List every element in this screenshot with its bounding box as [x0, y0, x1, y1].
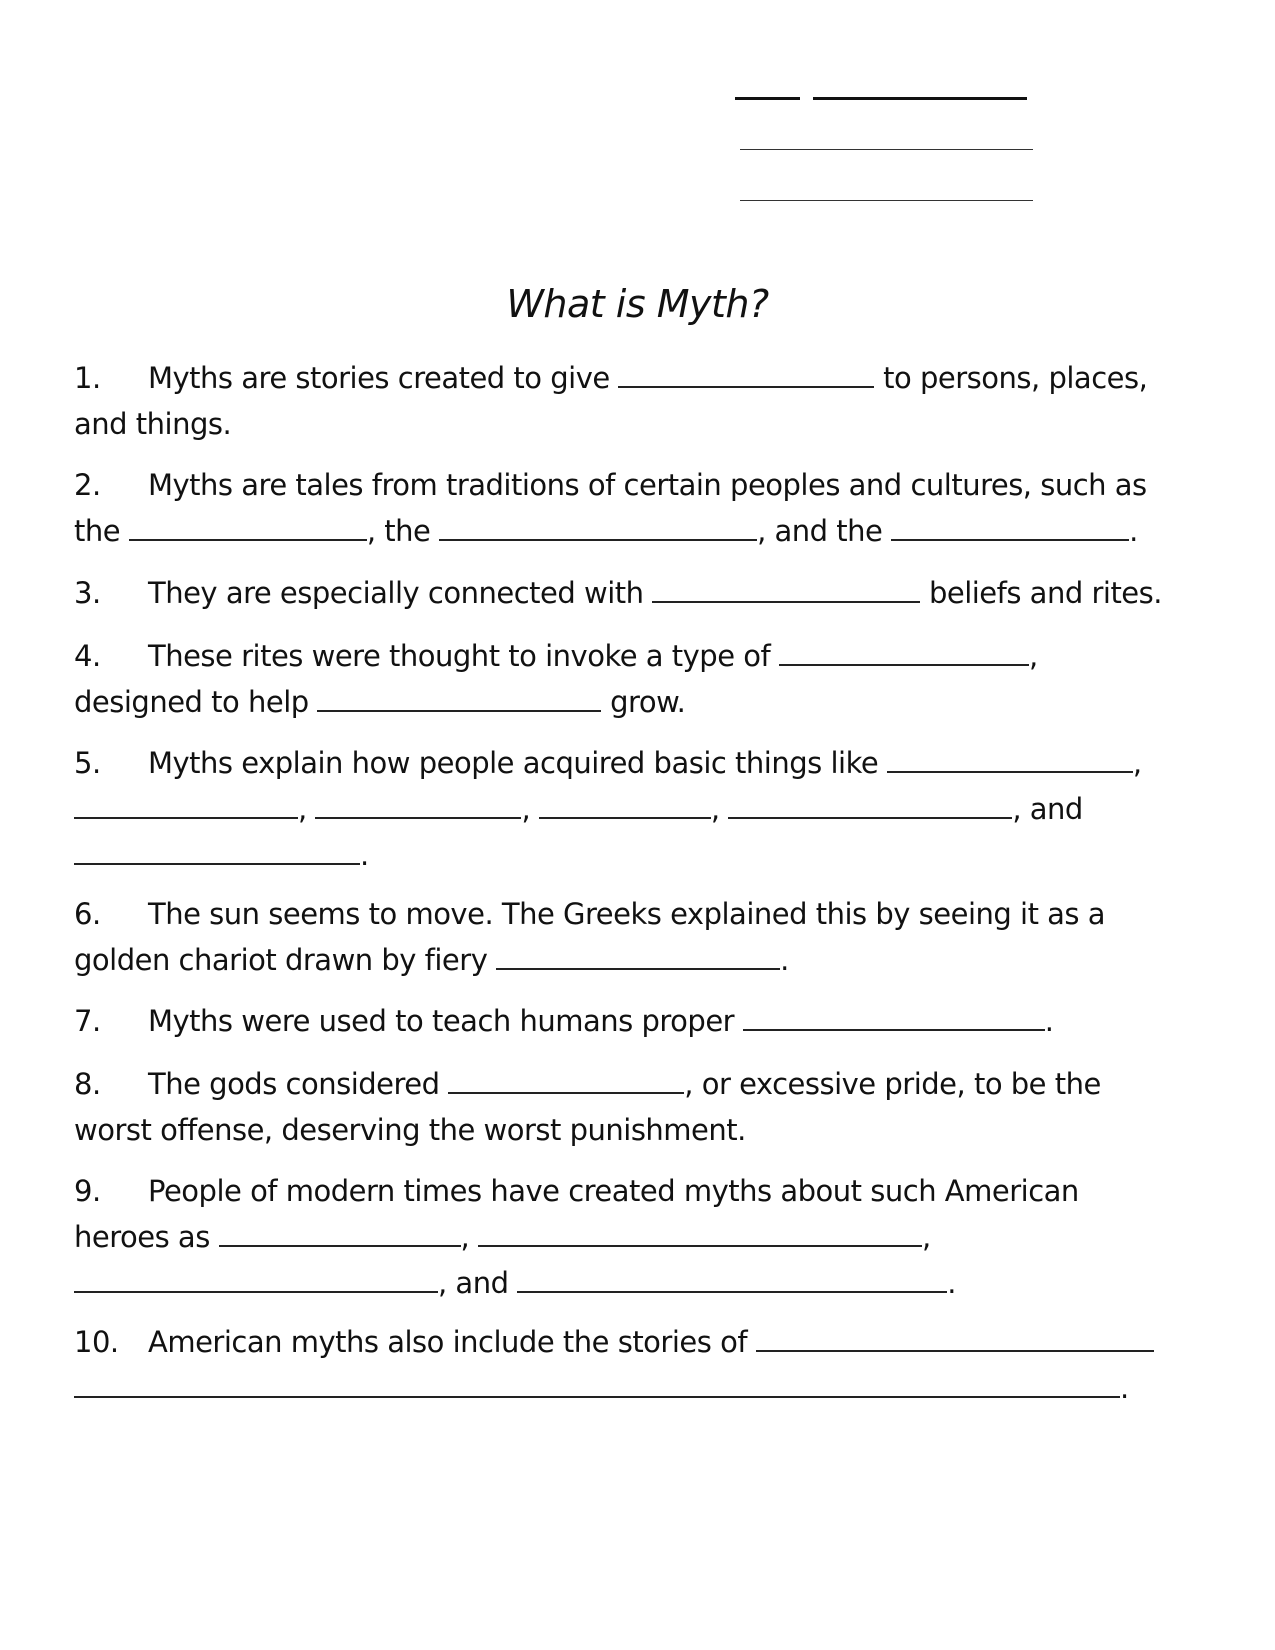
question-text: .: [1129, 514, 1138, 548]
answer-blank[interactable]: [219, 1221, 461, 1247]
question-text: , and: [1012, 792, 1083, 826]
answer-blank[interactable]: [315, 793, 521, 819]
question-8: [74, 1061, 1204, 1153]
question-text: .: [1044, 1004, 1054, 1038]
question-text: beliefs and rites.: [928, 576, 1162, 610]
question-9: [74, 1168, 1204, 1306]
question-text: .: [1120, 1371, 1129, 1405]
answer-blank[interactable]: [743, 1005, 1045, 1031]
answer-blank[interactable]: [129, 515, 367, 541]
question-text: ,: [460, 1220, 470, 1254]
question-5: [74, 740, 1204, 878]
answer-blank[interactable]: [448, 1068, 684, 1094]
question-text: ,: [710, 792, 720, 826]
answer-blank[interactable]: [74, 1372, 1120, 1398]
answer-blank[interactable]: [779, 640, 1029, 666]
question-text: .: [360, 838, 369, 872]
answer-blank[interactable]: [74, 793, 298, 819]
question-text: .: [947, 1266, 956, 1300]
answer-blank[interactable]: [317, 686, 601, 712]
question-text: ,: [521, 792, 531, 826]
question-3: [74, 570, 1204, 616]
question-text: grow.: [610, 685, 686, 719]
answer-blank[interactable]: [618, 362, 874, 388]
question-text: People of modern times have created myths about such American: [148, 1174, 1079, 1208]
question-number: 7.: [74, 1004, 101, 1038]
question-text: heroes as: [74, 1220, 210, 1254]
question-number: 1.: [74, 361, 101, 395]
question-text: the: [74, 514, 121, 548]
page-title: What is Myth?: [506, 282, 769, 326]
question-10: [74, 1319, 1204, 1411]
question-text: worst offense, deserving the worst punishment.: [74, 1113, 746, 1147]
answer-blank[interactable]: [652, 577, 920, 603]
question-text: .: [780, 943, 789, 977]
question-text: , and: [438, 1266, 509, 1300]
question-4: [74, 633, 1204, 725]
answer-blank[interactable]: [517, 1267, 947, 1293]
question-6: [74, 891, 1204, 983]
question-text: ,: [921, 1220, 931, 1254]
question-7: [74, 998, 1204, 1044]
question-text: Myths were used to teach humans proper: [148, 1004, 735, 1038]
header-blank-line[interactable]: [740, 149, 1033, 150]
question-text: The sun seems to move. The Greeks explained this by seeing it as a: [148, 897, 1106, 931]
question-text: They are especially connected with: [148, 576, 644, 610]
question-text: designed to help: [74, 685, 309, 719]
question-number: 6.: [74, 897, 101, 931]
question-text: Myths are tales from traditions of certain peoples and cultures, such as: [148, 468, 1147, 502]
question-number: 3.: [74, 576, 101, 610]
question-number: 8.: [74, 1067, 101, 1101]
question-text: , or excessive pride, to be the: [684, 1067, 1101, 1101]
question-number: 10.: [74, 1325, 119, 1359]
answer-blank[interactable]: [74, 1267, 438, 1293]
question-number: 9.: [74, 1174, 101, 1208]
answer-blank[interactable]: [891, 515, 1129, 541]
answer-blank[interactable]: [887, 747, 1133, 773]
header-blank-line[interactable]: [740, 200, 1033, 201]
question-text: and things.: [74, 407, 232, 441]
question-1: [74, 355, 1204, 447]
question-text: , and the: [757, 514, 883, 548]
question-number: 4.: [74, 639, 101, 673]
question-text: golden chariot drawn by fiery: [74, 943, 488, 977]
header-blank-line[interactable]: [735, 97, 800, 100]
question-text: ,: [1028, 639, 1038, 673]
question-text: to persons, places,: [883, 361, 1148, 395]
question-2: [74, 462, 1204, 554]
question-text: These rites were thought to invoke a type of: [148, 639, 771, 673]
answer-blank[interactable]: [74, 839, 360, 865]
answer-blank[interactable]: [496, 944, 780, 970]
answer-blank[interactable]: [478, 1221, 922, 1247]
question-text: Myths are stories created to give: [148, 361, 610, 395]
header-blank-line[interactable]: [813, 97, 1027, 100]
answer-blank[interactable]: [439, 515, 757, 541]
question-text: American myths also include the stories of: [148, 1325, 748, 1359]
question-text: The gods considered: [148, 1067, 440, 1101]
answer-blank[interactable]: [728, 793, 1012, 819]
question-number: 5.: [74, 746, 101, 780]
question-text: Myths explain how people acquired basic things like: [148, 746, 879, 780]
answer-blank[interactable]: [756, 1326, 1154, 1352]
question-text: ,: [298, 792, 307, 826]
question-text: ,: [1132, 746, 1142, 780]
answer-blank[interactable]: [539, 793, 711, 819]
question-number: 2.: [74, 468, 101, 502]
question-text: , the: [366, 514, 431, 548]
